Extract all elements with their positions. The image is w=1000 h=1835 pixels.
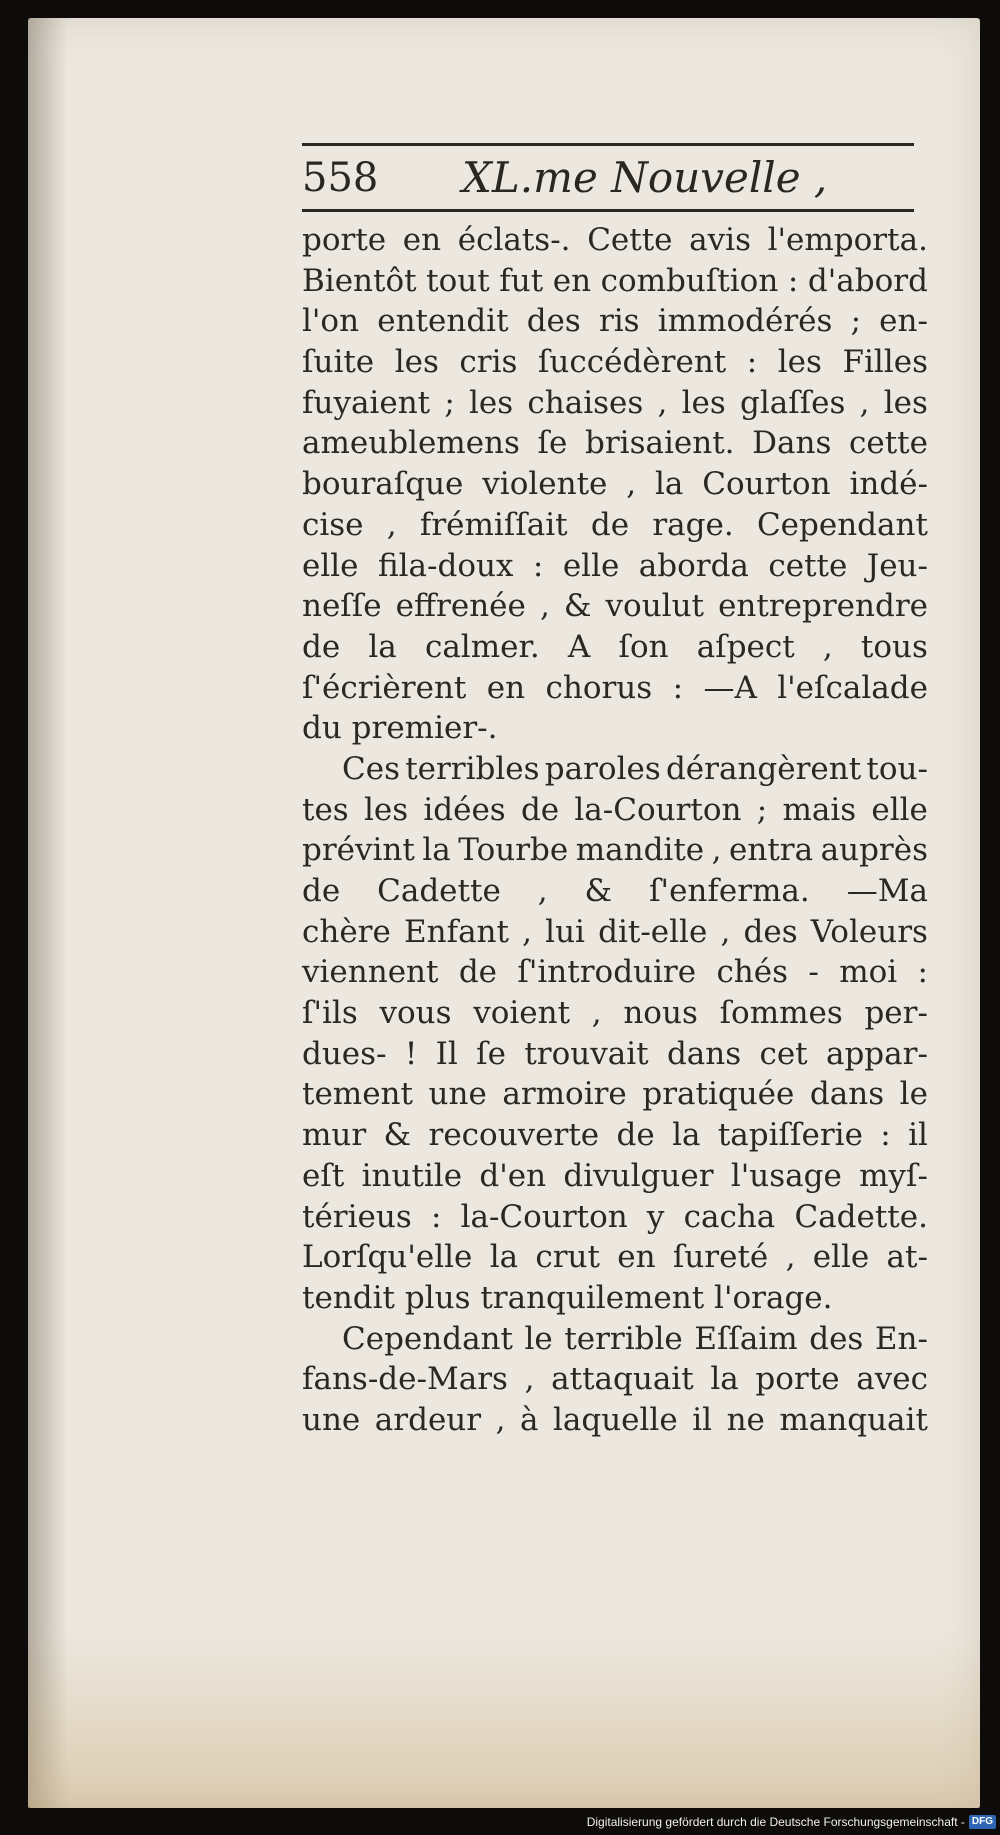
word: crut (535, 1239, 600, 1276)
word: attaquait (551, 1361, 694, 1398)
word: per- (864, 995, 928, 1032)
word: en (552, 262, 592, 299)
word: neſſe (302, 588, 382, 625)
word: calmer. (424, 628, 540, 665)
word: : (746, 344, 758, 381)
word: A (567, 628, 591, 665)
word: paroles (544, 750, 661, 787)
word: cette (848, 425, 928, 462)
word: ſ'introduire (517, 954, 697, 991)
word: tous (860, 628, 928, 665)
page-number: 558 (302, 155, 379, 201)
word: , (495, 1401, 506, 1438)
word: cise (302, 506, 364, 543)
page-edge-shadow (28, 18, 68, 1808)
word: cette (768, 547, 848, 584)
text-line (302, 790, 928, 831)
word: ſureté (672, 1239, 769, 1276)
text-line (302, 830, 928, 871)
paper-stain (28, 1628, 980, 1808)
line-text: tendit plus tranquilement l'orage. (302, 1279, 833, 1316)
word: Cette (587, 222, 673, 258)
word: en (486, 669, 526, 706)
text-line (302, 1319, 928, 1360)
text-line (302, 1156, 928, 1197)
word: lui (545, 913, 585, 950)
credit-text: Digitalisierung gefördert durch die Deutsche Forschungsgemeinschaft - (586, 1815, 965, 1829)
word: tapiſſerie (717, 1117, 863, 1154)
word: les (469, 384, 514, 421)
word: fut (499, 262, 544, 299)
word: En- (874, 1320, 928, 1357)
word: ſ'enferma. (649, 873, 810, 909)
word: & (383, 1117, 412, 1154)
word: Cependant (756, 506, 928, 543)
word: la (672, 1117, 701, 1154)
word: de (458, 954, 498, 991)
word: dit-elle (598, 913, 708, 950)
word: l'emporta. (767, 222, 928, 258)
word: , (822, 628, 833, 665)
word: y (646, 1198, 665, 1235)
text-line (302, 993, 928, 1034)
word: , (386, 506, 397, 543)
word: le (524, 1320, 553, 1357)
word: , (626, 466, 637, 503)
word: frémiſſait (419, 506, 568, 543)
text-line (302, 301, 928, 342)
word: , (537, 873, 548, 909)
word: elle (871, 791, 928, 828)
word: avec (856, 1361, 928, 1398)
word: dues- (302, 1035, 387, 1072)
word: entendit (377, 303, 509, 340)
word: ; (756, 791, 768, 828)
word: les (883, 384, 928, 421)
word: Cependant (342, 1320, 513, 1357)
word: —A (703, 669, 757, 706)
word: fila-doux (377, 547, 514, 584)
word: d'abord (807, 262, 928, 299)
word: Lorſqu'elle (302, 1239, 473, 1276)
word: tout (426, 262, 490, 299)
body-text (302, 220, 928, 1441)
text-line (302, 952, 928, 993)
text-line (302, 749, 928, 790)
text-line (302, 627, 928, 668)
word: Cadette. (794, 1198, 928, 1235)
word: tement (302, 1076, 413, 1113)
word: chés (716, 954, 789, 991)
word: térieus (302, 1198, 412, 1235)
word: : (672, 669, 684, 706)
word: l'eſcalade (777, 669, 928, 706)
word: ſommes (719, 995, 843, 1032)
word: Ces (342, 750, 400, 787)
word: brisaient. (585, 425, 735, 462)
text-line (302, 1197, 928, 1238)
word: : (532, 547, 544, 584)
word: des (743, 913, 798, 950)
word: fuyaient (302, 384, 431, 421)
word: , (785, 1239, 796, 1276)
word: entra (729, 832, 814, 869)
text-line (302, 1074, 928, 1115)
word: , (522, 913, 532, 950)
header-rule-bottom (302, 209, 914, 212)
word: auprès (820, 832, 928, 869)
word: moi (839, 954, 898, 991)
word: cet (759, 1035, 808, 1072)
word: d'en (479, 1157, 547, 1194)
word: myſ- (859, 1157, 928, 1194)
text-line (302, 912, 928, 953)
text-line (302, 668, 928, 709)
word: ris (598, 303, 640, 340)
word: les (363, 791, 409, 828)
word: à (519, 1401, 539, 1438)
word: mais (782, 791, 857, 828)
word: une (302, 1401, 361, 1438)
word: chaises (527, 384, 644, 421)
word: , (539, 588, 550, 625)
word: Tourbe (458, 832, 569, 869)
word: de (520, 791, 560, 828)
text-line (302, 1359, 928, 1400)
text-line (302, 871, 928, 912)
word: ſuite (302, 344, 375, 381)
word: ſ'ils (302, 995, 358, 1032)
dfg-logo: DFG (969, 1815, 996, 1829)
word: Eſſaim (694, 1320, 798, 1357)
word: ; (850, 303, 862, 340)
word: ardeur (374, 1401, 482, 1438)
word: en (402, 222, 442, 258)
word: tes (302, 791, 349, 828)
word: les (681, 384, 726, 421)
text-line (302, 423, 928, 464)
digitization-credit (587, 1813, 996, 1831)
word: Enfant (404, 913, 509, 950)
word: , (524, 1361, 535, 1398)
word: vous (379, 995, 452, 1032)
word: des (809, 1320, 864, 1357)
text-line (302, 505, 928, 546)
word: : (880, 1117, 891, 1154)
word: ameublemens (302, 425, 520, 462)
word: ne (726, 1401, 765, 1438)
word: les (777, 344, 822, 381)
word: voulut (605, 588, 705, 625)
word: entreprendre (718, 588, 928, 625)
word: le (899, 1076, 928, 1113)
word: , (591, 995, 602, 1032)
word: elle (302, 547, 359, 584)
running-head (302, 150, 914, 206)
word: , (711, 832, 722, 869)
word: ſe (476, 1035, 506, 1072)
word: il (908, 1117, 928, 1154)
text-line (302, 1278, 928, 1319)
word: & (563, 588, 592, 625)
word: trouvait (524, 1035, 649, 1072)
word: fans-de-Mars (302, 1361, 508, 1398)
word: appar- (825, 1035, 928, 1072)
word: bouraſque (302, 466, 464, 503)
text-line (302, 383, 928, 424)
word: en (617, 1239, 656, 1276)
word: aborda (638, 547, 749, 584)
word: manquait (779, 1401, 928, 1438)
word: Dans (752, 425, 832, 462)
word: la-Courton (574, 791, 742, 828)
word: tou- (866, 750, 928, 787)
word: divulguer (563, 1157, 714, 1194)
word: en- (879, 303, 928, 340)
word: , (720, 913, 731, 950)
text-line (302, 261, 928, 302)
word: laquelle (552, 1401, 678, 1438)
text-line (302, 708, 928, 749)
word: éclats-. (457, 222, 571, 258)
line-text: du premier-. (302, 710, 498, 747)
header-rule-top (302, 143, 914, 146)
word: elle (812, 1239, 870, 1276)
word: Bientôt (302, 262, 417, 299)
word: , (859, 384, 870, 421)
word: cris (459, 344, 518, 381)
word: mandite (575, 832, 705, 869)
word: de (302, 628, 341, 665)
word: rage. (652, 506, 734, 543)
word: il (692, 1401, 713, 1438)
text-line (302, 1400, 928, 1441)
word: recouverte (428, 1117, 600, 1154)
word: idées (423, 791, 506, 828)
text-line (302, 1237, 928, 1278)
word: dans (809, 1076, 885, 1113)
word: mur (302, 1117, 367, 1154)
text-line (302, 1034, 928, 1075)
word: chorus (545, 669, 653, 706)
word: ſe (537, 425, 568, 462)
word: l'usage (730, 1157, 842, 1194)
word: violente (482, 466, 608, 503)
word: aſpect (696, 628, 795, 665)
word: effrenée (395, 588, 526, 625)
word: ſon (618, 628, 669, 665)
word: l'on (302, 303, 360, 340)
word: la (710, 1361, 739, 1398)
text-line (302, 1115, 928, 1156)
word: Il (435, 1035, 458, 1072)
word: cacha (683, 1198, 776, 1235)
word: une (428, 1076, 487, 1113)
word: chère (302, 913, 391, 950)
word: immodérés (657, 303, 833, 340)
word: : (787, 262, 799, 299)
word: dérangèrent (665, 750, 862, 787)
word: Filles (842, 344, 928, 381)
word: la (368, 628, 397, 665)
word: elle (562, 547, 620, 584)
word: ſuccédèrent (537, 344, 727, 381)
word: la (489, 1239, 519, 1276)
word: inutile (361, 1157, 463, 1194)
word: : (430, 1198, 442, 1235)
word: Jeu- (866, 547, 928, 584)
word: & (584, 873, 613, 909)
word: : (917, 954, 928, 991)
word: la (422, 832, 451, 869)
word: —Ma (846, 873, 928, 909)
word: eſt (302, 1157, 345, 1194)
text-line (302, 220, 928, 261)
word: voient (473, 995, 571, 1032)
word: de (590, 506, 630, 543)
text-line (302, 342, 928, 383)
word: combuſtion (600, 262, 779, 299)
word: ſ'écrièrent (302, 669, 467, 706)
word: ! (404, 1035, 418, 1072)
word: Cadette (377, 873, 501, 909)
word: nous (623, 995, 698, 1032)
word: terrible (564, 1320, 683, 1357)
word: armoire (502, 1076, 627, 1113)
word: viennent (302, 954, 439, 991)
word: ; (444, 384, 455, 421)
word: glaſſes (739, 384, 846, 421)
running-title: XL.me Nouvelle , (462, 153, 828, 202)
word: prévint (302, 832, 415, 869)
word: dans (666, 1035, 742, 1072)
word: des (526, 303, 581, 340)
word: pratiquée (642, 1076, 795, 1113)
word: terribles (405, 750, 540, 787)
word: de (302, 873, 341, 909)
word: les (394, 344, 439, 381)
word: Voleurs (810, 913, 928, 950)
word: la (655, 466, 684, 503)
text-line (302, 464, 928, 505)
word: , (657, 384, 668, 421)
word: porte (755, 1361, 840, 1398)
word: Courton (702, 466, 831, 503)
text-line (302, 586, 928, 627)
word: la-Courton (460, 1198, 628, 1235)
word: porte (302, 222, 387, 258)
word: de (616, 1117, 655, 1154)
word: at- (886, 1239, 928, 1276)
text-line (302, 546, 928, 587)
word: avis (689, 222, 751, 258)
word: indé- (849, 466, 928, 503)
word: - (808, 954, 819, 991)
